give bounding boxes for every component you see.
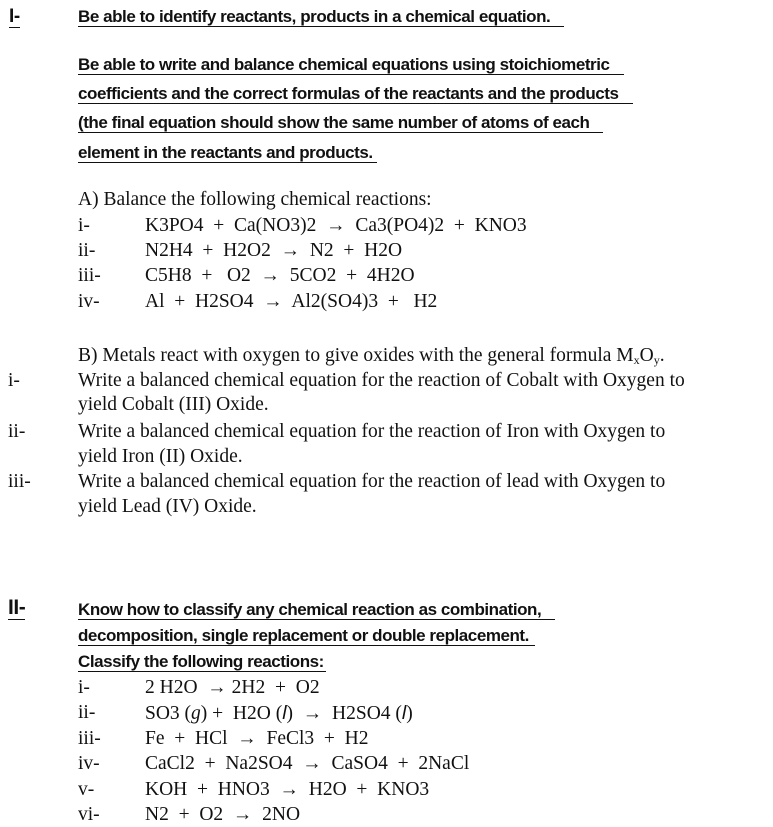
question-text: yield Lead (IV) Oxide. — [78, 496, 257, 517]
heading-text: Know how to classify any chemical reaction as combination, — [78, 600, 555, 620]
equation: C5H8 + O2 → 5CO2 + 4H2O — [145, 265, 415, 286]
item-number: iii- — [78, 728, 101, 749]
heading-text: decomposition, single replacement or double replacement. — [78, 626, 535, 646]
equation: CaCl2 + Na2SO4 → CaSO4 + 2NaCl — [145, 753, 470, 774]
section-label-text: I- — [9, 6, 20, 27]
section-label-text: II- — [8, 596, 26, 619]
question-text: yield Cobalt (III) Oxide. — [78, 394, 269, 415]
heading-text: Be able to identify reactants, products in a chemical equation. — [78, 7, 564, 27]
eq-part: ) — [406, 703, 413, 724]
objective-line — [78, 84, 633, 104]
question-text: Write a balanced chemical equation for the reaction of Iron with Oxygen to — [78, 421, 666, 442]
item-number: iii- — [78, 265, 101, 286]
part-b-text: B) Metals react with oxygen to give oxides with the general formula M — [78, 345, 634, 366]
part-a-title: A) Balance the following chemical reactions: — [78, 189, 432, 210]
section-2-label — [8, 598, 25, 618]
section-1-heading — [78, 7, 564, 27]
item-number: ii- — [8, 421, 26, 442]
heading-text: coefficients and the correct formulas of the reactants and the products — [78, 84, 633, 104]
part-b-title — [78, 345, 665, 367]
item-number: v- — [78, 779, 95, 800]
item-number: iii- — [8, 471, 31, 492]
equation: N2H4 + H2O2 → N2 + H2O — [145, 240, 403, 261]
objective-line — [78, 143, 377, 163]
question-text: yield Iron (II) Oxide. — [78, 446, 243, 467]
question-text: Write a balanced chemical equation for the reaction of Cobalt with Oxygen to — [78, 370, 685, 391]
equation: N2 + O2 → 2NO — [145, 804, 301, 825]
item-number: iv- — [78, 753, 100, 774]
heading-text: Be able to write and balance chemical equations using stoichiometric — [78, 55, 624, 75]
objective-line — [78, 55, 624, 75]
item-number: vi- — [78, 804, 100, 825]
item-number: i- — [78, 677, 90, 698]
equation: K3PO4 + Ca(NO3)2 → Ca3(PO4)2 + KNO3 — [145, 215, 527, 236]
oxygen-symbol: O — [639, 345, 654, 366]
item-number: ii- — [78, 702, 96, 723]
subscript-y: y — [653, 353, 660, 367]
classify-subheading — [78, 652, 326, 672]
heading-text: (the final equation should show the same number of atoms of each — [78, 113, 603, 133]
state-liquid: l — [401, 702, 407, 724]
item-number: iv- — [78, 291, 100, 312]
state-liquid: l — [282, 702, 287, 724]
section-1-label — [9, 7, 20, 27]
period: . — [659, 345, 665, 366]
equation — [145, 702, 413, 725]
eq-part: ) + H2O ( — [200, 703, 283, 724]
section-2-heading — [78, 600, 555, 620]
equation: Fe + HCl → FeCl3 + H2 — [145, 728, 369, 749]
item-number: i- — [78, 215, 90, 236]
equation: KOH + HNO3 → H2O + KNO3 — [145, 779, 430, 800]
objective-line — [78, 113, 603, 133]
item-number: ii- — [78, 240, 96, 261]
heading-text: Classify the following reactions: — [78, 652, 324, 671]
eq-part: ) → H2SO4 ( — [286, 703, 402, 724]
eq-part: SO3 ( — [145, 703, 192, 724]
item-number: i- — [8, 370, 20, 391]
heading-text: element in the reactants and products. — [78, 143, 377, 163]
equation: Al + H2SO4 → Al2(SO4)3 + H2 — [145, 291, 438, 312]
subscript-x: x — [633, 353, 640, 367]
equation: 2 H2O → 2H2 + O2 — [145, 677, 320, 698]
section-2-heading — [78, 626, 535, 646]
question-text: Write a balanced chemical equation for the reaction of lead with Oxygen to — [78, 471, 666, 492]
state-gas: g — [191, 703, 201, 724]
